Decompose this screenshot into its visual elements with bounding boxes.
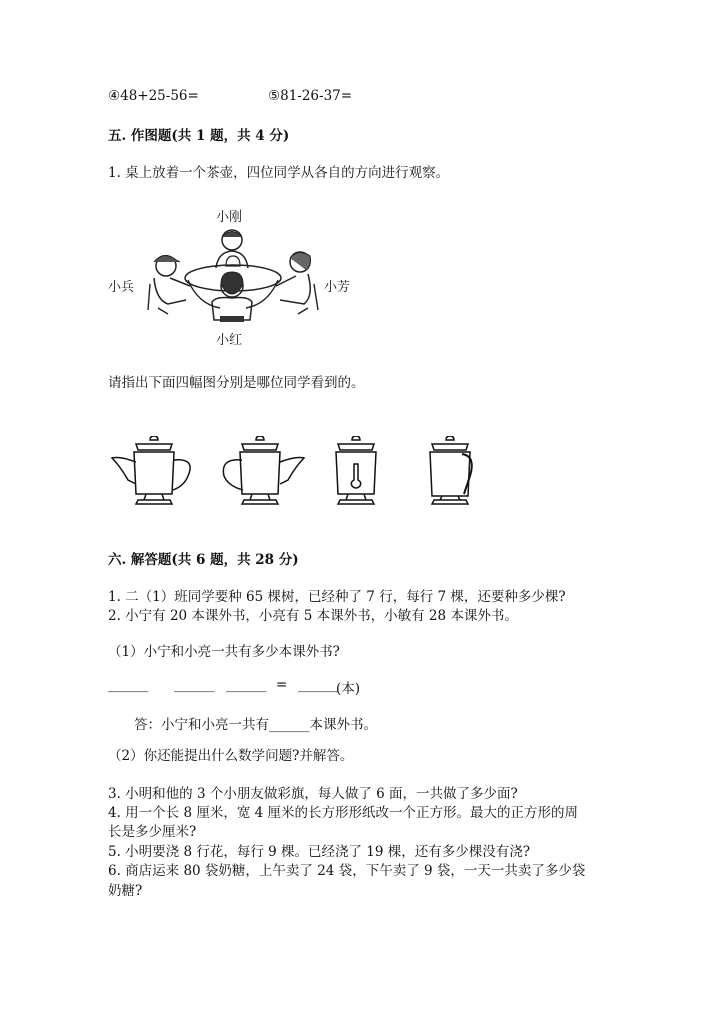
question-2-part-2: （2）你还能提出什么数学问题?并解答。 (108, 748, 354, 764)
teapot-back-view-icon (330, 436, 382, 508)
unit-label: (本) (336, 681, 361, 697)
equals-sign: = (276, 677, 288, 693)
section-6-question-2: 2. 小宁有 20 本课外书，小亮有 5 本课外书，小敏有 28 本课外书。 (108, 608, 518, 624)
section-5-heading: 五. 作图题(共 1 题，共 4 分) (108, 128, 290, 144)
section-6-question-5: 5. 小明要浇 8 行花，每行 9 棵。已经浇了 19 棵，还有多少棵没有浇? (108, 844, 531, 860)
section-6-heading: 六. 解答题(共 6 题，共 28 分) (108, 552, 299, 568)
label-xiaobing: 小兵 (108, 280, 135, 295)
section-6-question-1: 1. 二（1）班同学要种 65 棵树，已经种了 7 行，每行 7 棵，还要种多少棵? (108, 589, 566, 605)
label-xiaohong: 小红 (216, 333, 243, 348)
question-2-part-1: （1）小宁和小亮一共有多少本课外书? (108, 644, 340, 660)
answer-blank-4[interactable]: ______ (298, 677, 339, 693)
teapot-front-view-icon (110, 436, 202, 508)
teapot-side-view-icon (214, 436, 306, 508)
answer-blank-1[interactable]: ______ (108, 677, 149, 693)
label-xiaofang: 小芳 (324, 280, 351, 295)
label-xiaogang: 小刚 (216, 210, 243, 225)
teapot-handle-view-icon (424, 436, 480, 508)
equation-5: ⑤81-26-37= (268, 88, 353, 104)
children-around-teapot-illustration (108, 204, 358, 354)
answer-blank-3[interactable]: ______ (226, 677, 267, 693)
equation-4: ④48+25-56= (108, 88, 199, 104)
answer-sentence: 答：小宁和小亮一共有______本课外书。 (134, 717, 377, 733)
section-5-question-1: 1. 桌上放着一个茶壶，四位同学从各自的方向进行观察。 (108, 165, 450, 181)
section-6-question-6-line-1: 6. 商店运来 80 袋奶糖，上午卖了 24 袋，下午卖了 9 袋，一天一共卖了多少袋 (108, 863, 586, 879)
section-5-prompt: 请指出下面四幅图分别是哪位同学看到的。 (108, 375, 365, 391)
answer-blank-2[interactable]: ______ (174, 677, 215, 693)
section-6-question-6-line-2: 奶糖? (108, 883, 143, 899)
section-6-question-4-line-1: 4. 用一个长 8 厘米，宽 4 厘米的长方形形纸改一个正方形。最大的正方形的周 (108, 805, 579, 821)
section-6-question-3: 3. 小明和他的 3 个小朋友做彩旗，每人做了 6 面，一共做了多少面? (108, 786, 518, 802)
section-6-question-4-line-2: 长是多少厘米? (108, 824, 197, 840)
